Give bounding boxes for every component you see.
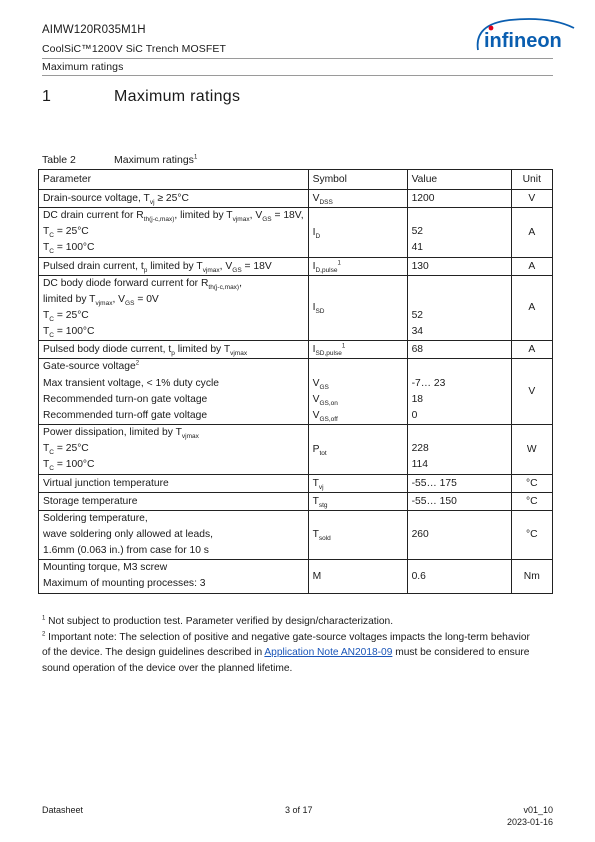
table-row: DC body diode forward current for $R_{th(j-c,max)}$, limited by $T_{vjmax}$, $V_{GS} = 0V$ $T_C = 25^\circ C$ $T_C = 100^\circ C$ $I_{SD}$ 52 34 A <box>39 275 553 341</box>
footnote-2: $^2$ Important note: The selection of positive and negative gate-source voltages impacts the long-term behavior <box>42 631 530 643</box>
section-breadcrumb: Maximum ratings <box>42 61 124 73</box>
table-row: Gate-source voltage$^2$ Max transient voltage, < 1% duty cycle Recommended turn-on gate voltage Recommended turn-off gate voltage $V_{GS}$ $V_{GS,on}$ $V_{GS,off}$ -7… 23 18 0 V <box>39 359 553 425</box>
footer-date: 2023-01-16 <box>506 817 553 827</box>
col-header-symbol: Symbol <box>308 170 407 190</box>
logo-wordmark: infineon <box>484 30 562 52</box>
table-row: DC drain current for $R_{th(j-c,max)}$, limited by $T_{vjmax}$, $V_{GS} = 18V$, $T_C = 25^\circ C$ $T_C = 100^\circ C$ $I_D$ 52 41 A <box>39 208 553 258</box>
table-row: Pulsed body diode current, $t_p$ limited by $T_{vjmax}$ $I_{SD,pulse}^1$ 68 A <box>39 341 553 359</box>
col-header-parameter: Parameter <box>39 170 309 190</box>
table-row: Pulsed drain current, $t_p$ limited by $T_{vjmax}$, $V_{GS} = 18V$ $I_{D,pulse}^1$ 130 A <box>39 257 553 275</box>
section-title: Maximum ratings <box>114 88 241 105</box>
table-row: Soldering temperature, wave soldering only allowed at leads, 1.6mm (0.063 in.) from case for 10 s $T_{sold}$ 260 °C <box>39 510 553 560</box>
section-number: 1 <box>42 88 51 105</box>
header-rule-2 <box>42 75 553 76</box>
application-note-link[interactable]: Application Note AN2018-09 <box>264 647 393 659</box>
table-row: Virtual junction temperature $T_{vj}$ -55… 175 °C <box>39 474 553 492</box>
header-rule <box>42 58 553 59</box>
table-header-row <box>39 170 553 190</box>
footnotes: $^1$ Not subject to production test. Parameter verified by design/characterization. $^2$ Important note: The selection of positive and negative gate-source voltages impacts the long-term behavior of the device. The design guidelines described in Application Note AN2018-09 must be considered to ensure sound operation of the device over the planned lifetime. <box>42 614 557 676</box>
table-title: Maximum ratings$^1$ <box>114 154 198 166</box>
col-header-unit: Unit <box>511 170 552 190</box>
footer-version: v01_10 <box>523 805 553 815</box>
table-row: Power dissipation, limited by $T_{vjmax}$ $T_C = 25^\circ C$ $T_C = 100^\circ C$ $P_{tot}$ 228 114 W <box>39 425 553 475</box>
part-number: AIMW120R035M1H <box>42 24 146 36</box>
table-row: Drain-source voltage, $T_{vj} \ge 25^\circ C$ $V_{DSS}$ 1200 V <box>39 190 553 208</box>
infineon-logo <box>470 14 578 58</box>
table-row: Mounting torque, M3 screw Maximum of mounting processes: 3 M 0.6 Nm <box>39 560 553 593</box>
table-row: Storage temperature $T_{stg}$ -55… 150 °C <box>39 492 553 510</box>
table-label: Table 2 <box>42 154 76 166</box>
footer-page-number: 3 of 17 <box>285 805 313 815</box>
footer-doc-type: Datasheet <box>42 805 84 815</box>
maximum-ratings-table <box>38 169 553 594</box>
col-header-value: Value <box>407 170 511 190</box>
footnote-1: $^1$ Not subject to production test. Parameter verified by design/characterization. <box>42 615 394 627</box>
product-subtitle: CoolSiC™1200V SiC Trench MOSFET <box>42 43 226 55</box>
